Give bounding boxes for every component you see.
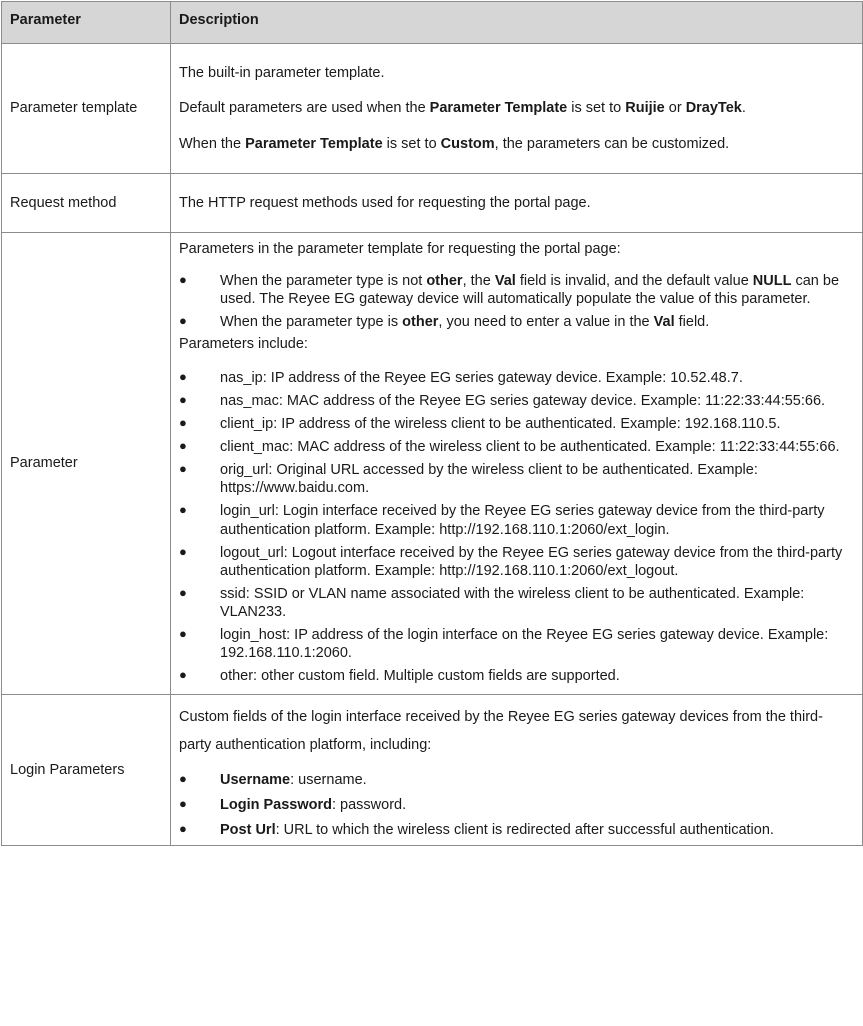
bullet-icon: ● <box>179 461 187 477</box>
list-item: ● login_url: Login interface received by the Reyee EG series gateway device from the third-party authentication platform. Example: http://192.168.110.1:2060/ext_login. <box>179 502 825 538</box>
row-desc-login-parameters <box>171 694 863 846</box>
list-item: ● orig_url: Original URL accessed by the wireless client to be authenticated. Example: https://www.baidu.com. <box>179 461 758 497</box>
row-desc-parameter <box>171 233 863 695</box>
list-item: ● other: other custom field. Multiple custom fields are supported. <box>179 667 620 685</box>
list-item: ● client_mac: MAC address of the wireless client to be authenticated. Example: 11:22:33:44:55:66. <box>179 438 840 455</box>
row-desc-request-method: The HTTP request methods used for requesting the portal page. <box>171 174 863 233</box>
table-row <box>2 174 863 233</box>
parameter-table <box>1 1 863 846</box>
list-item: ● Username: username. <box>179 771 367 789</box>
row-desc-parameter-template <box>171 44 863 174</box>
bullet-icon: ● <box>179 796 187 812</box>
header-description: Description <box>171 2 863 44</box>
table-row <box>2 233 863 695</box>
bullet-icon: ● <box>179 438 187 453</box>
list-item: ● Login Password: password. <box>179 796 407 814</box>
bullet-icon: ● <box>179 391 187 407</box>
login-field-list <box>179 771 854 839</box>
row-name-parameter-template: Parameter template <box>2 44 171 174</box>
bullet-icon: ● <box>179 368 187 384</box>
list-item: ● Post Url: URL to which the wireless client is redirected after successful authentication. <box>179 821 774 839</box>
rule-list <box>179 272 854 331</box>
table-row <box>2 694 863 846</box>
bullet-icon: ● <box>179 667 187 683</box>
row-name-request-method: Request method <box>2 174 171 233</box>
list-item: ● When the parameter type is other, you need to enter a value in the Val field. <box>179 313 710 331</box>
row-name-login-parameters: Login Parameters <box>2 694 171 846</box>
bullet-icon: ● <box>179 414 187 430</box>
list-item: ● login_host: IP address of the login interface on the Reyee EG series gateway device. Example: 192.168.110.1:2060. <box>179 626 829 662</box>
desc-line: When the Parameter Template is set to Custom, the parameters can be customized. <box>179 135 730 152</box>
list-item: ● logout_url: Logout interface received by the Reyee EG series gateway device from the third-party authentication platform. Example: http://192.168.110.1:2060/ext_logout. <box>179 543 843 579</box>
bullet-icon: ● <box>179 272 187 288</box>
table-row <box>2 44 863 174</box>
list-item: ● ssid: SSID or VLAN name associated with the wireless client to be authenticated. Example: VLAN233. <box>179 584 805 620</box>
desc-line: Default parameters are used when the Parameter Template is set to Ruijie or DrayTek. <box>179 100 746 117</box>
bullet-icon: ● <box>179 584 187 600</box>
table-header-row <box>2 2 863 44</box>
bullet-icon: ● <box>179 313 187 329</box>
header-parameter: Parameter <box>2 2 171 44</box>
desc-include: Parameters include: <box>179 335 308 352</box>
parameter-list <box>179 369 854 686</box>
bullet-icon: ● <box>179 626 187 642</box>
list-item: ● When the parameter type is not other, the Val field is invalid, and the default value NULL can be used. The Reyee EG gateway device will automatically populate the value of this parameter. <box>179 272 840 308</box>
desc-line: The built-in parameter template. <box>179 65 385 82</box>
bullet-icon: ● <box>179 771 187 787</box>
row-name-parameter: Parameter <box>2 233 171 695</box>
bullet-icon: ● <box>179 502 187 518</box>
desc-lead: Custom fields of the login interface received by the Reyee EG series gateway devices from the third-party authentication platform, including: <box>179 708 823 753</box>
list-item: ● nas_ip: IP address of the Reyee EG series gateway device. Example: 10.52.48.7. <box>179 368 743 386</box>
desc-lead: Parameters in the parameter template for requesting the portal page: <box>179 241 621 257</box>
list-item: ● client_ip: IP address of the wireless client to be authenticated. Example: 192.168.110.5. <box>179 414 781 432</box>
bullet-icon: ● <box>179 821 187 837</box>
list-item: ● nas_mac: MAC address of the Reyee EG series gateway device. Example: 11:22:33:44:55:66. <box>179 391 826 409</box>
bullet-icon: ● <box>179 543 187 559</box>
